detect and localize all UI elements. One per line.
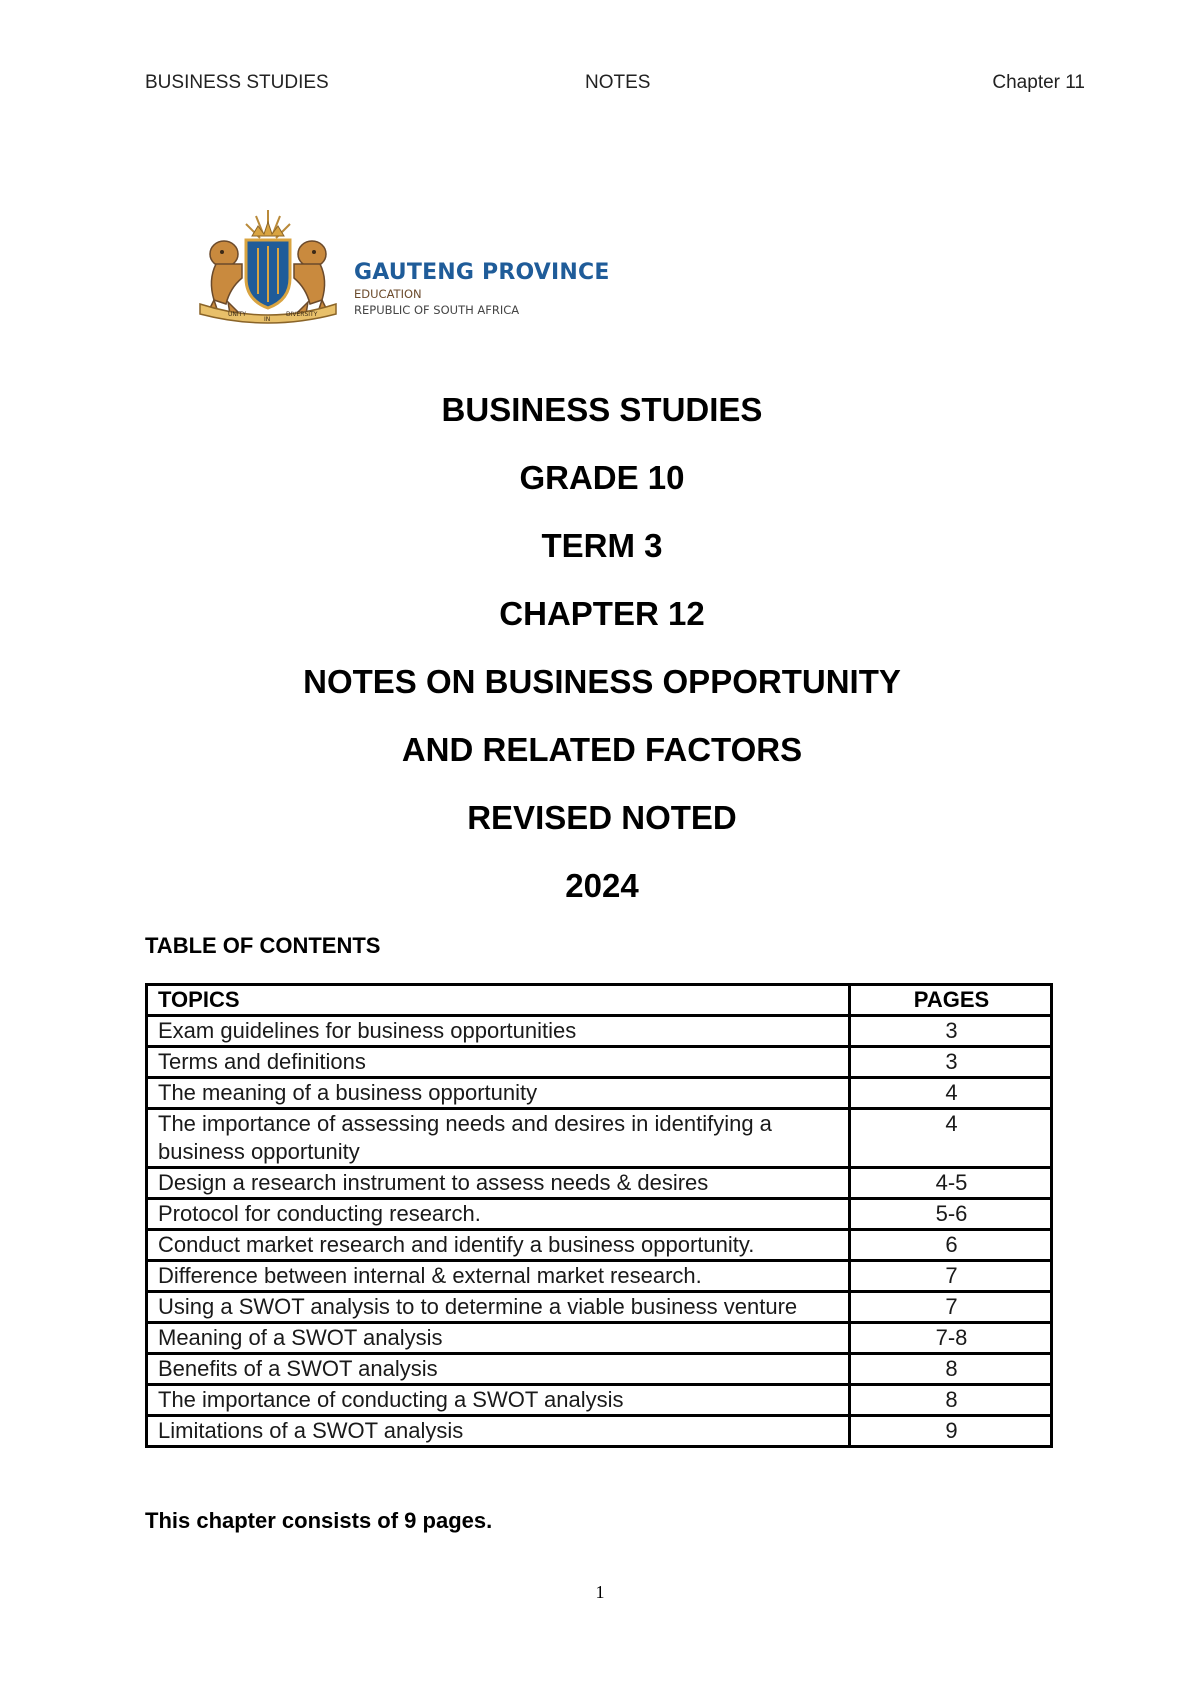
title-year: 2024 — [565, 867, 639, 904]
header-notes: NOTES — [585, 72, 651, 93]
toc-topic: Terms and definitions — [147, 1047, 850, 1078]
toc-pages: 6 — [850, 1230, 1052, 1261]
title-subject: BUSINESS STUDIES — [441, 391, 763, 428]
toc-topic: Meaning of a SWOT analysis — [147, 1323, 850, 1354]
toc-pages: 5-6 — [850, 1199, 1052, 1230]
toc-pages: 3 — [850, 1047, 1052, 1078]
table-row — [147, 1078, 1052, 1109]
toc-topic: The meaning of a business opportunity — [147, 1078, 850, 1109]
title-revised: REVISED NOTED — [467, 799, 737, 836]
toc-pages: 4-5 — [850, 1168, 1052, 1199]
running-header — [145, 72, 1085, 98]
table-row — [147, 1261, 1052, 1292]
toc-topic: Design a research instrument to assess needs & desires — [147, 1168, 850, 1199]
header-chapter: Chapter 11 — [992, 72, 1085, 93]
toc-topic: Difference between internal & external market research. — [147, 1261, 850, 1292]
title-grade: GRADE 10 — [519, 459, 685, 496]
page-number: 1 — [595, 1582, 605, 1602]
toc-pages: 4 — [850, 1078, 1052, 1109]
toc-topic: The importance of conducting a SWOT analysis — [147, 1385, 850, 1416]
motto-unity: UNITY — [228, 311, 246, 318]
title-notes-line-1: NOTES ON BUSINESS OPPORTUNITY — [303, 663, 901, 700]
table-row — [147, 1354, 1052, 1385]
toc-topic: Using a SWOT analysis to to determine a viable business venture — [147, 1292, 850, 1323]
toc-column-pages: PAGES — [850, 985, 1052, 1016]
table-row — [147, 1199, 1052, 1230]
toc-header-row — [147, 985, 1052, 1016]
gauteng-education-logo — [186, 208, 616, 328]
toc-heading: TABLE OF CONTENTS — [145, 933, 381, 958]
table-row — [147, 1047, 1052, 1078]
table-row — [147, 1416, 1052, 1447]
toc-topic: Conduct market research and identify a business opportunity. — [147, 1230, 850, 1261]
logo-text — [354, 260, 610, 317]
toc-topic: Protocol for conducting research. — [147, 1199, 850, 1230]
logo-country: REPUBLIC OF SOUTH AFRICA — [354, 303, 520, 317]
logo-department: EDUCATION — [354, 287, 422, 301]
document-title-block — [145, 390, 1059, 934]
table-row — [147, 1292, 1052, 1323]
toc-pages: 7 — [850, 1261, 1052, 1292]
title-chapter: CHAPTER 12 — [499, 595, 705, 632]
toc-pages: 4 — [850, 1109, 1052, 1168]
toc-pages: 3 — [850, 1016, 1052, 1047]
toc-topic: Limitations of a SWOT analysis — [147, 1416, 850, 1447]
table-row — [147, 1230, 1052, 1261]
table-of-contents — [145, 983, 1053, 1448]
motto-in: IN — [264, 316, 271, 323]
toc-topic: Benefits of a SWOT analysis — [147, 1354, 850, 1385]
toc-pages: 7 — [850, 1292, 1052, 1323]
header-subject: BUSINESS STUDIES — [145, 72, 329, 93]
toc-pages: 8 — [850, 1385, 1052, 1416]
logo-province-title: GAUTENG PROVINCE — [354, 260, 610, 285]
motto-diversity: DIVERSITY — [286, 311, 318, 318]
toc-pages: 8 — [850, 1354, 1052, 1385]
title-notes-line-2: AND RELATED FACTORS — [401, 731, 803, 768]
table-row — [147, 1323, 1052, 1354]
table-row — [147, 1016, 1052, 1047]
table-row — [147, 1168, 1052, 1199]
toc-pages: 7-8 — [850, 1323, 1052, 1354]
table-row — [147, 1109, 1052, 1168]
toc-topic: Exam guidelines for business opportunities — [147, 1016, 850, 1047]
toc-column-topics: TOPICS — [147, 985, 850, 1016]
title-term: TERM 3 — [541, 527, 663, 564]
table-row — [147, 1385, 1052, 1416]
coat-of-arms-icon — [186, 208, 351, 328]
toc-pages: 9 — [850, 1416, 1052, 1447]
chapter-length-note: This chapter consists of 9 pages. — [145, 1508, 493, 1533]
toc-topic: The importance of assessing needs and desires in identifying a business opportunity — [147, 1109, 850, 1168]
